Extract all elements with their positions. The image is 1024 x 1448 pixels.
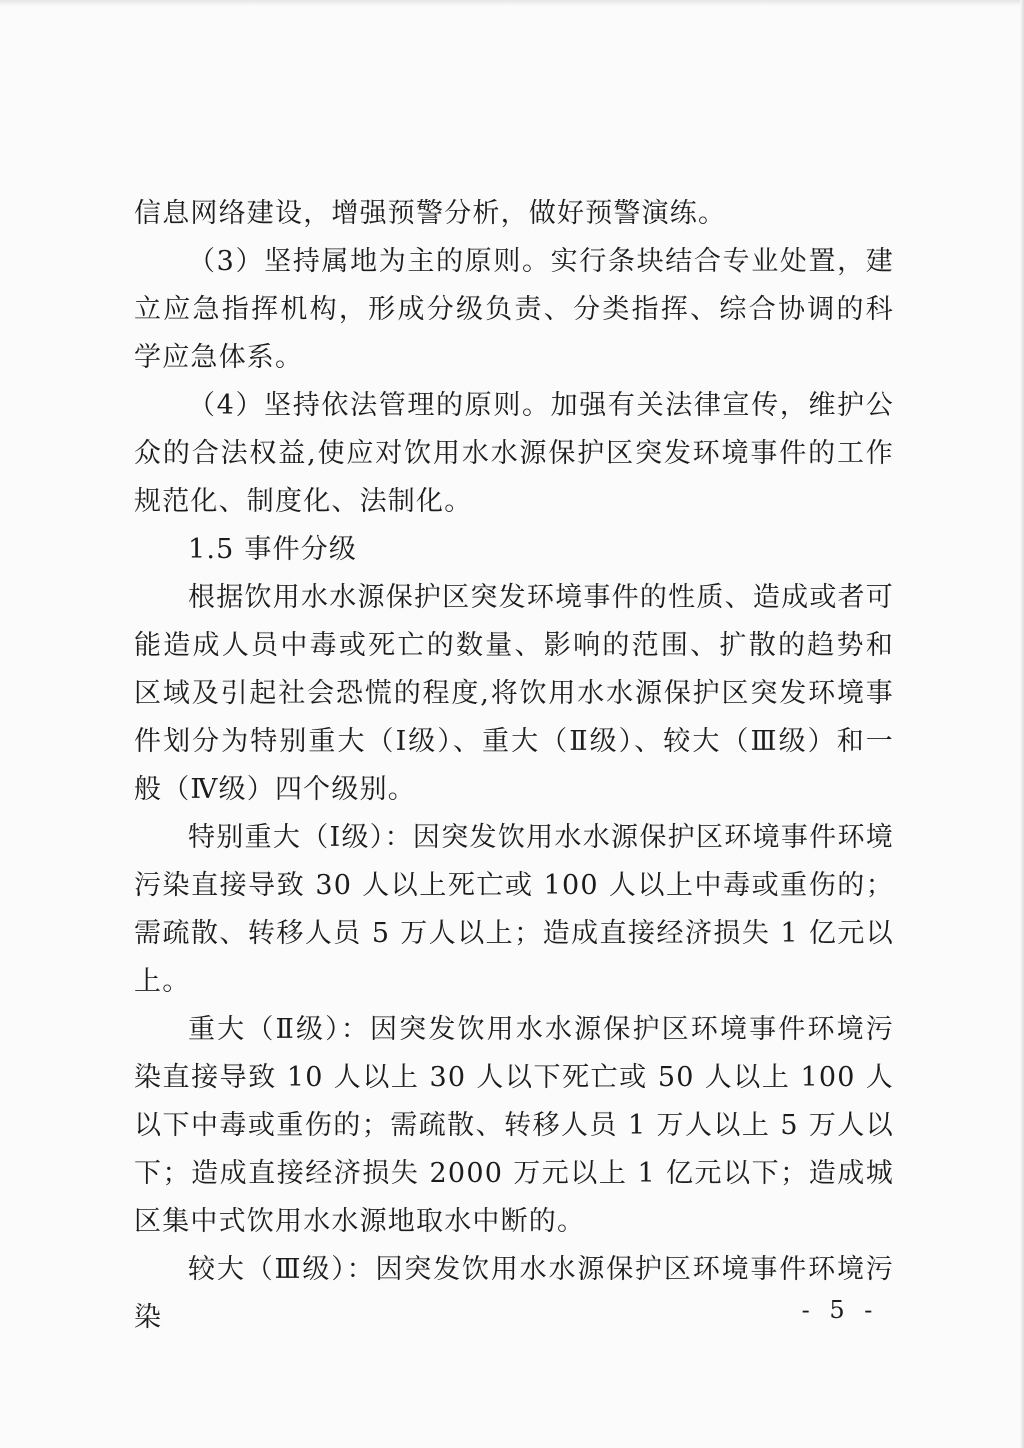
paragraph-level-2: 重大（Ⅱ级）：因突发饮用水水源保护区环境事件环境污染直接导致 10 人以上 30 人以下死亡或 50 人以上 100 人以下中毒或重伤的；需疏散、转移人员 1 万人以上 5 万人以下；造成直接经济损失 2000 万元以上 1 亿元以下；造成城区集中式饮用水水源地取水中断的。 [134,1014,894,1237]
paragraph-principle-3: （3）坚持属地为主的原则。实行条块结合专业处置，建立应急指挥机构，形成分级负责、分类指挥、综合协调的科学应急体系。 [134,246,894,373]
paragraph-principle-4: （4）坚持依法管理的原则。加强有关法律宣传，维护公众的合法权益,使应对饮用水水源保护区突发环境事件的工作规范化、制度化、法制化。 [134,390,894,517]
document-body [134,190,894,1342]
page-number: - 5 - [801,1296,879,1324]
scan-edge-right [1020,0,1024,1448]
paragraph-level-3: 较大（Ⅲ级）：因突发饮用水水源保护区环境事件环境污染 [134,1254,894,1333]
scan-edge-top [0,0,1024,6]
paragraph-continuation: 信息网络建设，增强预警分析，做好预警演练。 [134,198,727,229]
section-heading-event-grading: 1.5 事件分级 [188,534,358,565]
paragraph-grading-intro: 根据饮用水水源保护区突发环境事件的性质、造成或者可能造成人员中毒或死亡的数量、影响的范围、扩散的趋势和区域及引起社会恐慌的程度,将饮用水水源保护区突发环境事件划分为特别重大（Ⅰ级）、重大（Ⅱ级）、较大（Ⅲ级）和一般（Ⅳ级）四个级别。 [134,582,894,805]
paragraph-level-1: 特别重大（Ⅰ级）：因突发饮用水水源保护区环境事件环境污染直接导致 30 人以上死亡或 100 人以上中毒或重伤的；需疏散、转移人员 5 万人以上；造成直接经济损失 1 亿元以上。 [134,822,894,997]
